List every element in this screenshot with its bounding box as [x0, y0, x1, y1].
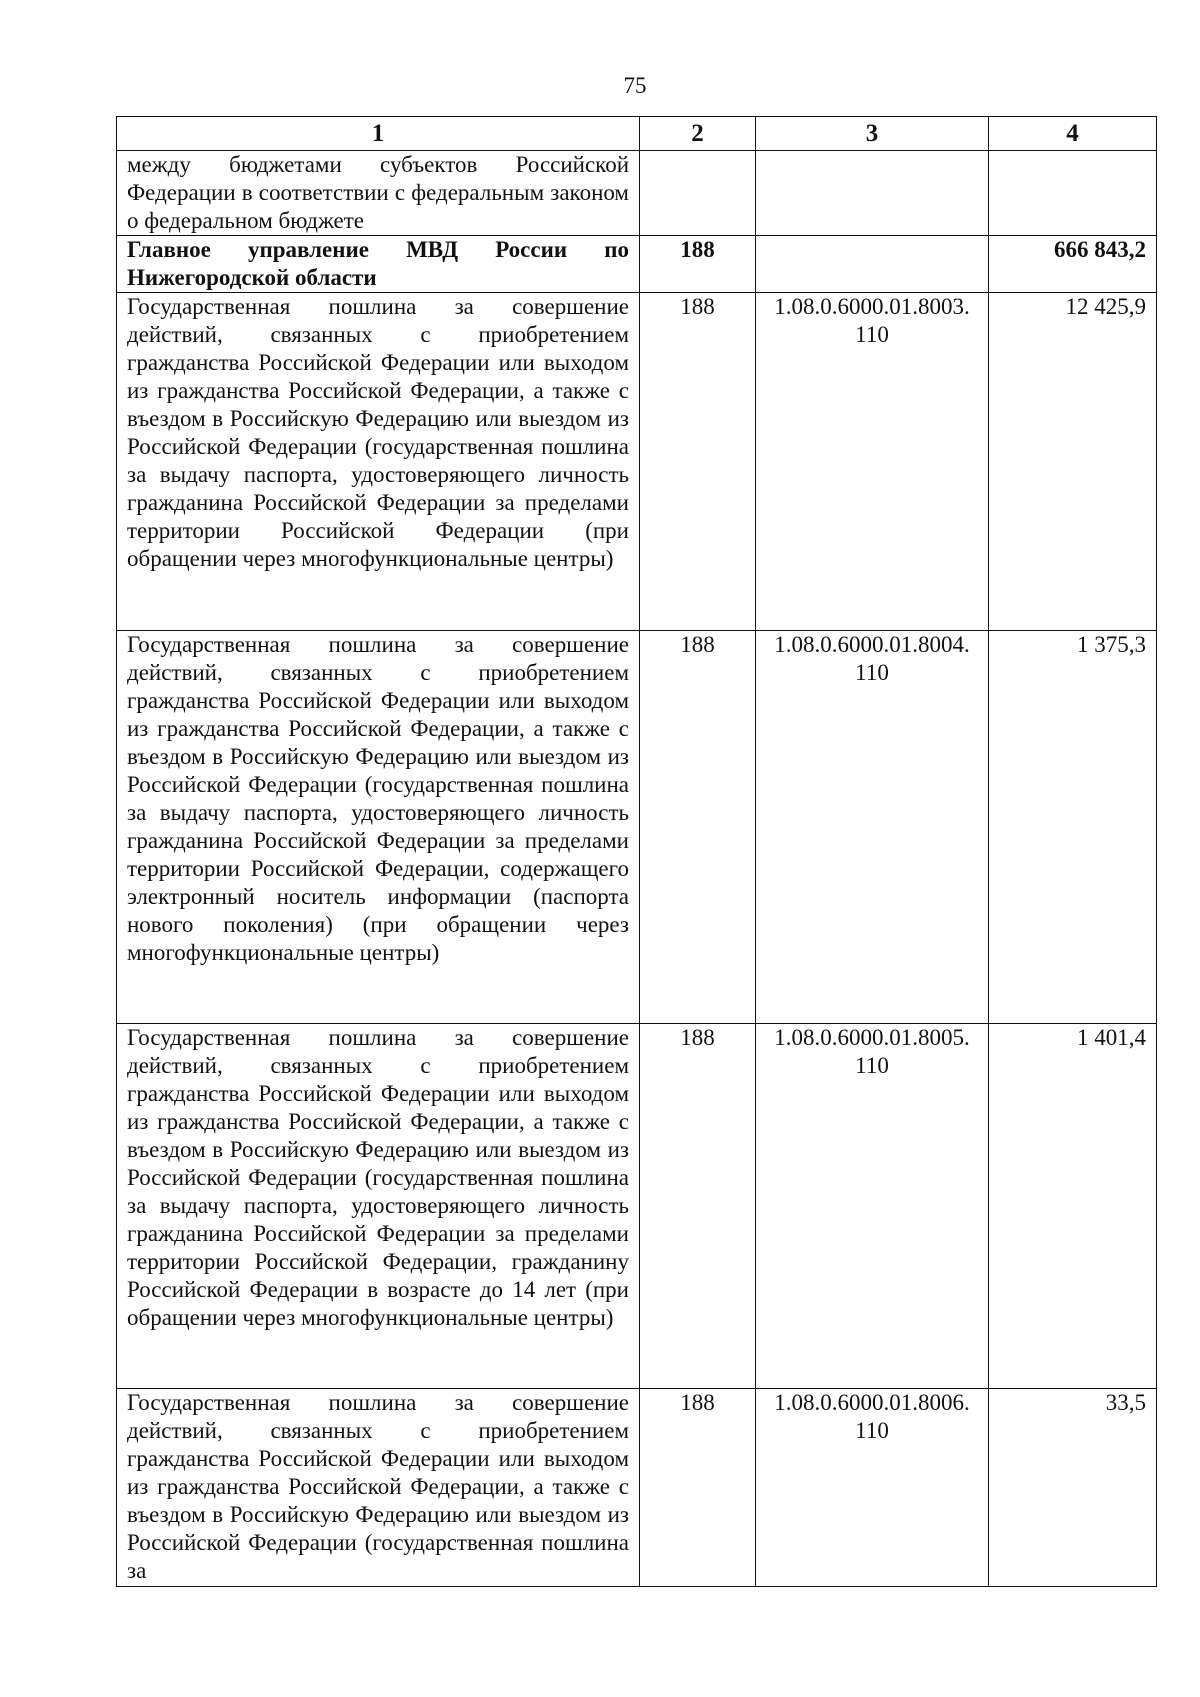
row-revenue-code: 1.08.0.6000.01.8006. 110 — [756, 1389, 989, 1587]
table-row — [117, 631, 1157, 1024]
header-col-3: 3 — [756, 117, 989, 151]
row-revenue-code: 1.08.0.6000.01.8005. 110 — [756, 1024, 989, 1389]
header-col-2: 2 — [640, 117, 756, 151]
row-amount — [989, 151, 1157, 236]
page-number: 75 — [623, 73, 647, 98]
row-revenue-code — [756, 151, 989, 236]
row-revenue-code: 1.08.0.6000.01.8004. 110 — [756, 631, 989, 1024]
row-admin-code: 188 — [640, 1024, 756, 1389]
row-description: Государственная пошлина за совершение действий, связанных с приобретением гражданства Российской Федерации или выходом из гражданства Российской Федерации, а также с въездом в Российскую Федерацию или выездом из Российской Федерации (государственная пошлина за — [117, 1389, 640, 1587]
row-revenue-code — [756, 236, 989, 293]
table-row — [117, 151, 1157, 236]
header-col-4: 4 — [989, 117, 1157, 151]
row-description: между бюджетами субъектов Российской Федерации в соответствии с федеральным законом о федеральном бюджете — [117, 151, 640, 236]
row-amount: 12 425,9 — [989, 293, 1157, 631]
row-admin-code — [640, 151, 756, 236]
row-amount: 666 843,2 — [989, 236, 1157, 293]
table-row — [117, 236, 1157, 293]
row-description: Государственная пошлина за совершение действий, связанных с приобретением гражданства Российской Федерации или выходом из гражданства Российской Федерации, а также с въездом в Российскую Федерацию или выездом из Российской Федерации (государственная пошлина за выдачу паспорта, удостоверяющего личность гражданина Российской Федерации за пределами территории Российской Федерации, содержащего электронный носитель информации (паспорта нового поколения) (при обращении через многофункциональные центры) — [117, 631, 640, 1024]
table-header-row — [117, 117, 1157, 151]
table-row — [117, 293, 1157, 631]
row-description: Главное управление МВД России по Нижегородской области — [117, 236, 640, 293]
row-admin-code: 188 — [640, 236, 756, 293]
header-col-1: 1 — [117, 117, 640, 151]
row-admin-code: 188 — [640, 293, 756, 631]
row-description: Государственная пошлина за совершение действий, связанных с приобретением гражданства Российской Федерации или выходом из гражданства Российской Федерации, а также с въездом в Российскую Федерацию или выездом из Российской Федерации (государственная пошлина за выдачу паспорта, удостоверяющего личность гражданина Российской Федерации за пределами территории Российской Федерации, гражданину Российской Федерации в возрасте до 14 лет (при обращении через многофункциональные центры) — [117, 1024, 640, 1389]
row-revenue-code: 1.08.0.6000.01.8003. 110 — [756, 293, 989, 631]
budget-table — [116, 116, 1157, 1587]
table-row — [117, 1389, 1157, 1587]
table-row — [117, 1024, 1157, 1389]
row-amount: 1 375,3 — [989, 631, 1157, 1024]
row-amount: 1 401,4 — [989, 1024, 1157, 1389]
row-admin-code: 188 — [640, 631, 756, 1024]
row-amount: 33,5 — [989, 1389, 1157, 1587]
row-description: Государственная пошлина за совершение действий, связанных с приобретением гражданства Российской Федерации или выходом из гражданства Российской Федерации, а также с въездом в Российскую Федерацию или выездом из Российской Федерации (государственная пошлина за выдачу паспорта, удостоверяющего личность гражданина Российской Федерации за пределами территории Российской Федерации (при обращении через многофункциональные центры) — [117, 293, 640, 631]
row-admin-code: 188 — [640, 1389, 756, 1587]
